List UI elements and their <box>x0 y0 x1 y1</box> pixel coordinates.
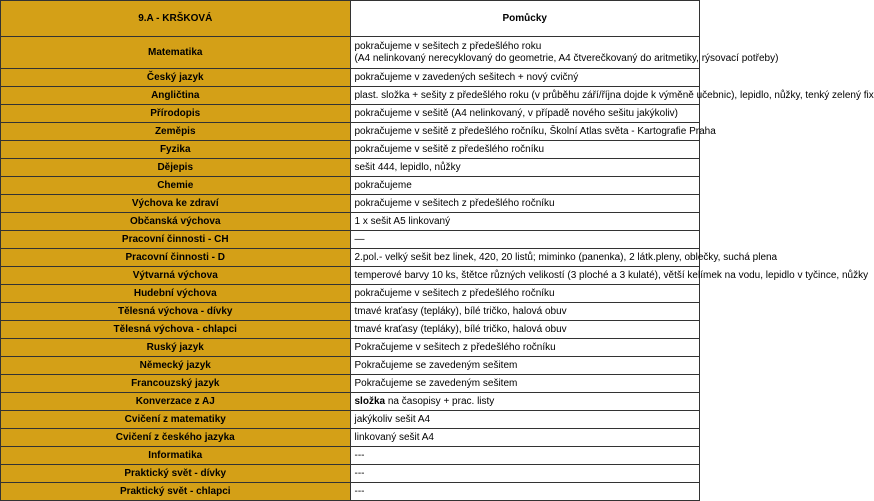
supplies-bold-text: složka <box>354 395 386 407</box>
table-row <box>1 213 700 231</box>
subject-cell: Přírodopis <box>1 105 351 123</box>
supplies-line: pokračujeme v sešitech z předešlého roku <box>354 40 542 52</box>
subject-cell: Český jazyk <box>1 69 351 87</box>
supplies-cell: 1 x sešit A5 linkovaný <box>350 213 700 231</box>
subject-cell: Cvičení z matematiky <box>1 411 351 429</box>
subject-cell: Cvičení z českého jazyka <box>1 429 351 447</box>
subject-cell: Tělesná výchova - dívky <box>1 303 351 321</box>
table-row <box>1 411 700 429</box>
supplies-cell <box>350 393 700 411</box>
subject-cell: Pracovní činnosti - D <box>1 249 351 267</box>
table-row <box>1 447 700 465</box>
subject-cell: Výtvarná výchova <box>1 267 351 285</box>
supplies-cell: pokračujeme v sešitech z předešlého ročníku <box>350 195 700 213</box>
supplies-cell: tmavé kraťasy (tepláky), bílé tričko, halová obuv <box>350 303 700 321</box>
supplies-cell: pokračujeme v sešitech z předešlého ročníku <box>350 285 700 303</box>
subject-cell: Chemie <box>1 177 351 195</box>
table-row <box>1 69 700 87</box>
supplies-cell: temperové barvy 10 ks, štětce různých velikostí (3 ploché a 3 kulaté), větší kelímek na vodu, lepidlo v tyčince, nůžky <box>350 267 700 285</box>
supplies-line: (A4 nelinkovaný nerecyklovaný do geometrie, A4 čtverečkovaný do aritmetiky, rýsovací potřeby) <box>354 52 779 64</box>
supplies-cell: pokračujeme v sešitě z předešlého ročníku, Školní Atlas světa - Kartografie Praha <box>350 123 700 141</box>
subject-cell: Fyzika <box>1 141 351 159</box>
subject-cell: Německý jazyk <box>1 357 351 375</box>
supplies-cell: — <box>350 231 700 249</box>
table-row <box>1 393 700 411</box>
subject-cell: Francouzský jazyk <box>1 375 351 393</box>
subject-cell: Informatika <box>1 447 351 465</box>
subject-cell: Výchova ke zdraví <box>1 195 351 213</box>
subject-cell: Praktický svět - chlapci <box>1 483 351 501</box>
table-row <box>1 285 700 303</box>
subject-cell: Hudební výchova <box>1 285 351 303</box>
supplies-cell: pokračujeme v sešitě z předešlého ročníku <box>350 141 700 159</box>
subject-cell: Pracovní činnosti - CH <box>1 231 351 249</box>
supplies-cell: Pokračujeme se zavedeným sešitem <box>350 375 700 393</box>
supplies-cell: plast. složka + sešity z předešlého roku (v průběhu září/října dojde k výměně učebnic), lepidlo, nůžky, tenký zelený fix <box>350 87 700 105</box>
table-row <box>1 483 700 501</box>
supplies-text: na časopisy + prac. listy <box>385 395 495 407</box>
header-row <box>1 1 700 37</box>
subject-cell: Angličtina <box>1 87 351 105</box>
subject-cell: Tělesná výchova - chlapci <box>1 321 351 339</box>
table-row <box>1 177 700 195</box>
subject-cell: Konverzace z AJ <box>1 393 351 411</box>
table-row <box>1 303 700 321</box>
supplies-cell: pokračujeme v sešitě (A4 nelinkovaný, v případě nového sešitu jakýkoliv) <box>350 105 700 123</box>
subject-cell: Zeměpis <box>1 123 351 141</box>
table-row <box>1 321 700 339</box>
supplies-cell: linkovaný sešit A4 <box>350 429 700 447</box>
subject-cell: Matematika <box>1 37 351 69</box>
column-title: Pomůcky <box>350 1 700 37</box>
supplies-cell: --- <box>350 483 700 501</box>
supplies-cell: sešit 444, lepidlo, nůžky <box>350 159 700 177</box>
table-row <box>1 339 700 357</box>
supplies-cell: Pokračujeme se zavedeným sešitem <box>350 357 700 375</box>
supplies-cell: --- <box>350 447 700 465</box>
supplies-cell: pokračujeme <box>350 177 700 195</box>
table-row <box>1 87 700 105</box>
table-row <box>1 375 700 393</box>
supplies-cell: 2.pol.- velký sešit bez linek, 420, 20 listů; miminko (panenka), 2 látk.pleny, oblečky, suchá plena <box>350 249 700 267</box>
table-row <box>1 267 700 285</box>
subject-cell: Ruský jazyk <box>1 339 351 357</box>
subject-cell: Občanská výchova <box>1 213 351 231</box>
table-row <box>1 159 700 177</box>
table-row <box>1 37 700 69</box>
subject-cell: Praktický svět - dívky <box>1 465 351 483</box>
supplies-cell: tmavé kraťasy (tepláky), bílé tričko, halová obuv <box>350 321 700 339</box>
table-row <box>1 465 700 483</box>
table-row <box>1 195 700 213</box>
table-row <box>1 357 700 375</box>
supplies-cell: Pokračujeme v sešitech z předešlého ročníku <box>350 339 700 357</box>
table-row <box>1 141 700 159</box>
table-row <box>1 123 700 141</box>
table-row <box>1 105 700 123</box>
supplies-cell: --- <box>350 465 700 483</box>
table-row <box>1 231 700 249</box>
supplies-cell: pokračujeme v zavedených sešitech + nový cvičný <box>350 69 700 87</box>
table-row <box>1 249 700 267</box>
class-title: 9.A - KRŠKOVÁ <box>1 1 351 37</box>
subject-cell: Dějepis <box>1 159 351 177</box>
supplies-cell <box>350 37 779 69</box>
table-row <box>1 429 700 447</box>
supplies-cell: jakýkoliv sešit A4 <box>350 411 700 429</box>
